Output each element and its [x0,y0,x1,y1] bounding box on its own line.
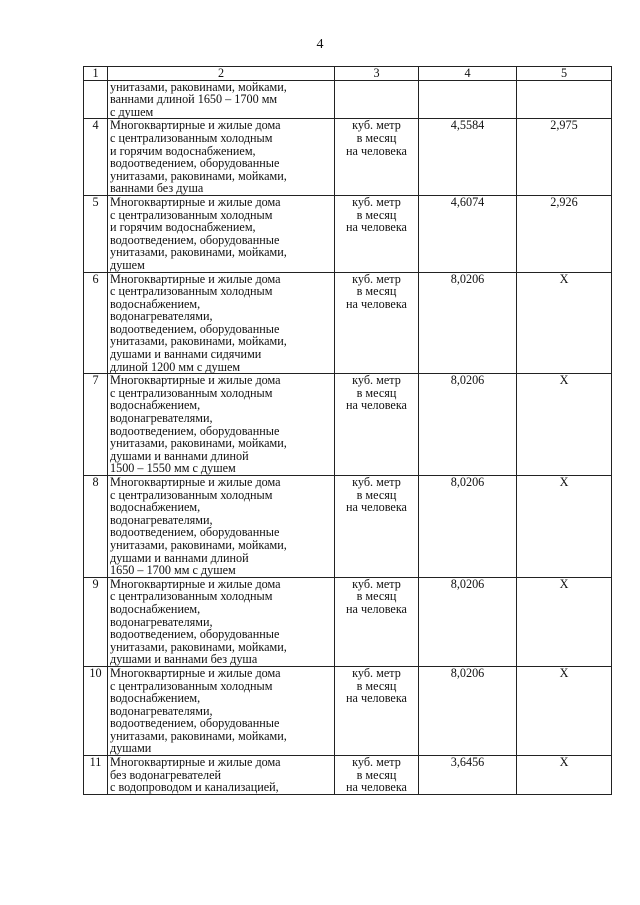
header-col-4: 4 [419,67,517,81]
row-unit: куб. метр в месяц на человека [335,476,419,578]
row-number: 7 [84,374,108,476]
row-value [419,80,517,119]
row-value: 8,0206 [419,666,517,755]
row-value-2: Х [517,577,612,666]
row-value-2: Х [517,272,612,374]
consumption-norms-table [83,66,612,795]
table-row [84,756,612,795]
header-col-3: 3 [335,67,419,81]
row-description: Многоквартирные и жилые дома с централизованным холодным водоснабжением, водонагревателями, водоотведением, оборудованные унитазами, раковинами, мойками, душами [108,666,335,755]
row-value: 4,6074 [419,195,517,272]
row-number: 5 [84,195,108,272]
row-unit: куб. метр в месяц на человека [335,374,419,476]
header-col-2: 2 [108,67,335,81]
row-description: Многоквартирные и жилые дома с централизованным холодным водоснабжением, водонагревателями, водоотведением, оборудованные унитазами, раковинами, мойками, душами и ваннами сидячими длиной 1200 мм с душем [108,272,335,374]
row-number: 8 [84,476,108,578]
row-unit: куб. метр в месяц на человека [335,272,419,374]
row-value: 3,6456 [419,756,517,795]
row-description: Многоквартирные и жилые дома с централизованным холодным водоснабжением, водонагревателями, водоотведением, оборудованные унитазами, раковинами, мойками, душами и ваннами длиной 1650 – 1700 мм с душем [108,476,335,578]
row-value: 8,0206 [419,374,517,476]
row-unit: куб. метр в месяц на человека [335,666,419,755]
row-value: 8,0206 [419,476,517,578]
table-row [84,374,612,476]
row-number: 11 [84,756,108,795]
row-unit: куб. метр в месяц на человека [335,577,419,666]
page-number: 4 [316,37,324,52]
row-unit [335,80,419,119]
row-description: Многоквартирные и жилые дома с централизованным холодным водоснабжением, водонагревателями, водоотведением, оборудованные унитазами, раковинами, мойками, душами и ваннами длиной 1500 – 1550 мм с душем [108,374,335,476]
row-unit: куб. метр в месяц на человека [335,119,419,196]
table-row [84,119,612,196]
row-unit: куб. метр в месяц на человека [335,756,419,795]
row-value-2 [517,80,612,119]
row-value-2: Х [517,756,612,795]
header-col-1: 1 [84,67,108,81]
row-number: 9 [84,577,108,666]
table-row [84,476,612,578]
row-description: унитазами, раковинами, мойками, ваннами длиной 1650 – 1700 мм с душем [108,80,335,119]
row-value: 8,0206 [419,272,517,374]
table-row [84,195,612,272]
row-description: Многоквартирные и жилые дома с централизованным холодным и горячим водоснабжением, водоотведением, оборудованные унитазами, раковинами, мойками, душем [108,195,335,272]
row-value-2: Х [517,666,612,755]
row-number: 10 [84,666,108,755]
table-row [84,577,612,666]
header-col-5: 5 [517,67,612,81]
row-unit: куб. метр в месяц на человека [335,195,419,272]
row-value-2: 2,926 [517,195,612,272]
row-number [84,80,108,119]
row-value: 8,0206 [419,577,517,666]
table-row [84,666,612,755]
row-value-2: Х [517,476,612,578]
row-description: Многоквартирные и жилые дома с централизованным холодным водоснабжением, водонагревателями, водоотведением, оборудованные унитазами, раковинами, мойками, душами и ваннами без душа [108,577,335,666]
row-value: 4,5584 [419,119,517,196]
table-header-row [84,67,612,81]
row-description: Многоквартирные и жилые дома с централизованным холодным и горячим водоснабжением, водоотведением, оборудованные унитазами, раковинами, мойками, ваннами без душа [108,119,335,196]
row-value-2: 2,975 [517,119,612,196]
row-description: Многоквартирные и жилые дома без водонагревателей с водопроводом и канализацией, [108,756,335,795]
table-row-continuation [84,80,612,119]
row-number: 4 [84,119,108,196]
row-number: 6 [84,272,108,374]
table-row [84,272,612,374]
row-value-2: Х [517,374,612,476]
